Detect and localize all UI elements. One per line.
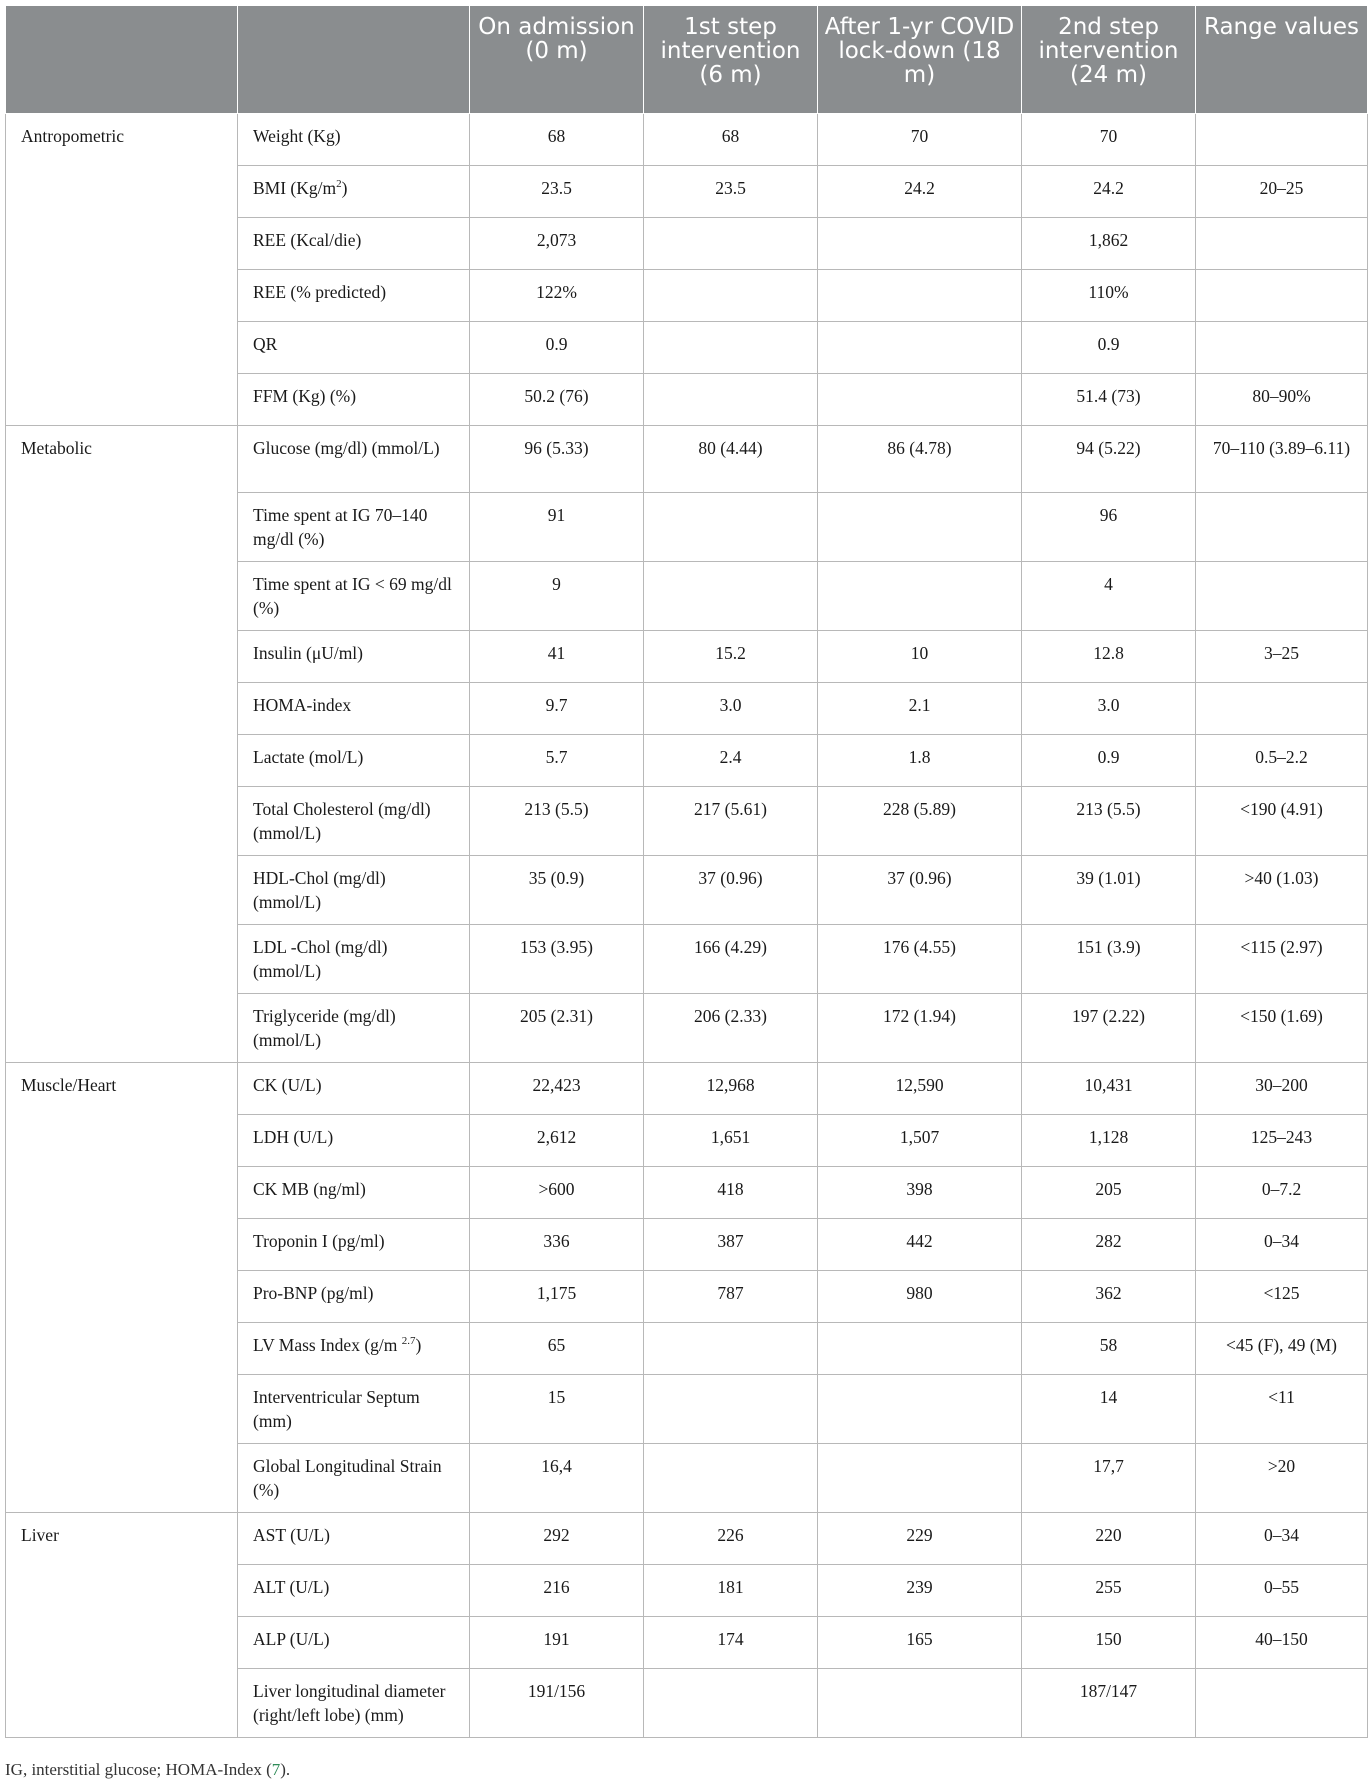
parameter-label-end: ) — [341, 178, 348, 198]
parameter-label: ALT (U/L) — [253, 1577, 330, 1597]
range-value-cell — [1196, 1669, 1368, 1738]
value-0m-cell: 5.7 — [470, 735, 644, 787]
value-18m-cell: 86 (4.78) — [818, 426, 1022, 493]
value-6m-cell — [644, 1444, 818, 1513]
value-6m-cell — [644, 562, 818, 631]
range-value-cell: 20–25 — [1196, 166, 1368, 218]
range-value-cell: >40 (1.03) — [1196, 856, 1368, 925]
parameter-cell — [238, 1444, 470, 1513]
value-6m-cell: 387 — [644, 1219, 818, 1271]
parameter-cell — [238, 1375, 470, 1444]
table-container — [5, 5, 1367, 1738]
parameter-label: Triglyceride (mg/dl) (mmol/L) — [253, 1006, 396, 1050]
value-0m-cell: 292 — [470, 1513, 644, 1565]
table-body — [6, 114, 1368, 1738]
value-0m-cell: 35 (0.9) — [470, 856, 644, 925]
value-6m-cell — [644, 1323, 818, 1375]
value-0m-cell: 191 — [470, 1617, 644, 1669]
parameter-cell — [238, 426, 470, 493]
value-18m-cell — [818, 218, 1022, 270]
value-6m-cell: 15.2 — [644, 631, 818, 683]
value-18m-cell — [818, 1323, 1022, 1375]
value-24m-cell: 12.8 — [1022, 631, 1196, 683]
clinical-data-table — [5, 5, 1368, 1738]
value-18m-cell: 37 (0.96) — [818, 856, 1022, 925]
value-18m-cell: 442 — [818, 1219, 1022, 1271]
value-0m-cell: 122% — [470, 270, 644, 322]
range-value-cell: 0–55 — [1196, 1565, 1368, 1617]
parameter-label: CK MB (ng/ml) — [253, 1179, 366, 1199]
header-range-values: Range values — [1196, 6, 1368, 114]
parameter-label: Time spent at IG < 69 mg/dl (%) — [253, 574, 452, 618]
value-18m-cell — [818, 270, 1022, 322]
header-category — [6, 6, 238, 114]
value-6m-cell: 206 (2.33) — [644, 994, 818, 1063]
value-18m-cell — [818, 562, 1022, 631]
parameter-label: Glucose (mg/dl) (mmol/L) — [253, 438, 440, 458]
range-value-cell: 0.5–2.2 — [1196, 735, 1368, 787]
value-24m-cell: 4 — [1022, 562, 1196, 631]
parameter-label: Weight (Kg) — [253, 126, 341, 146]
value-6m-cell: 181 — [644, 1565, 818, 1617]
value-6m-cell: 418 — [644, 1167, 818, 1219]
value-18m-cell — [818, 374, 1022, 426]
value-18m-cell: 172 (1.94) — [818, 994, 1022, 1063]
value-18m-cell — [818, 1444, 1022, 1513]
range-value-cell: 3–25 — [1196, 631, 1368, 683]
value-24m-cell: 0.9 — [1022, 735, 1196, 787]
category-cell: Metabolic — [6, 426, 238, 1063]
parameter-cell — [238, 114, 470, 166]
category-cell: Muscle/Heart — [6, 1063, 238, 1513]
value-24m-cell: 282 — [1022, 1219, 1196, 1271]
parameter-superscript: 2 — [336, 178, 342, 191]
value-24m-cell: 96 — [1022, 493, 1196, 562]
parameter-cell — [238, 1063, 470, 1115]
footnote-text-end: ). — [280, 1760, 291, 1779]
value-6m-cell — [644, 1669, 818, 1738]
parameter-cell — [238, 1669, 470, 1738]
parameter-cell — [238, 1115, 470, 1167]
value-0m-cell: 213 (5.5) — [470, 787, 644, 856]
value-6m-cell: 1,651 — [644, 1115, 818, 1167]
parameter-cell — [238, 322, 470, 374]
value-24m-cell: 10,431 — [1022, 1063, 1196, 1115]
parameter-label: Global Longitudinal Strain (%) — [253, 1456, 442, 1500]
value-18m-cell: 70 — [818, 114, 1022, 166]
footnote-text: IG, interstitial glucose; HOMA-Index ( — [5, 1760, 272, 1779]
range-value-cell: <150 (1.69) — [1196, 994, 1368, 1063]
parameter-cell — [238, 1219, 470, 1271]
parameter-label: HDL-Chol (mg/dl) (mmol/L) — [253, 868, 386, 912]
value-18m-cell: 229 — [818, 1513, 1022, 1565]
range-value-cell — [1196, 322, 1368, 374]
parameter-label: Time spent at IG 70–140 mg/dl (%) — [253, 505, 428, 549]
value-24m-cell: 94 (5.22) — [1022, 426, 1196, 493]
parameter-cell — [238, 166, 470, 218]
value-24m-cell: 0.9 — [1022, 322, 1196, 374]
value-6m-cell: 37 (0.96) — [644, 856, 818, 925]
parameter-superscript: 2.7 — [401, 1335, 416, 1348]
range-value-cell: >20 — [1196, 1444, 1368, 1513]
range-value-cell: 40–150 — [1196, 1617, 1368, 1669]
value-24m-cell: 1,862 — [1022, 218, 1196, 270]
value-24m-cell: 197 (2.22) — [1022, 994, 1196, 1063]
value-24m-cell: 213 (5.5) — [1022, 787, 1196, 856]
parameter-cell — [238, 374, 470, 426]
header-first-step: 1st step intervention (6 m) — [644, 6, 818, 114]
value-0m-cell: 336 — [470, 1219, 644, 1271]
parameter-label: REE (Kcal/die) — [253, 230, 362, 250]
parameter-cell — [238, 856, 470, 925]
value-18m-cell: 12,590 — [818, 1063, 1022, 1115]
value-0m-cell: 65 — [470, 1323, 644, 1375]
value-24m-cell: 24.2 — [1022, 166, 1196, 218]
parameter-label: CK (U/L) — [253, 1075, 322, 1095]
value-18m-cell — [818, 1669, 1022, 1738]
value-0m-cell: >600 — [470, 1167, 644, 1219]
value-24m-cell: 362 — [1022, 1271, 1196, 1323]
header-on-admission: On admission (0 m) — [470, 6, 644, 114]
value-0m-cell: 9.7 — [470, 683, 644, 735]
value-6m-cell: 23.5 — [644, 166, 818, 218]
range-value-cell: 0–7.2 — [1196, 1167, 1368, 1219]
parameter-label: Lactate (mol/L) — [253, 747, 364, 767]
value-18m-cell: 398 — [818, 1167, 1022, 1219]
value-0m-cell: 216 — [470, 1565, 644, 1617]
parameter-label: HOMA-index — [253, 695, 352, 715]
value-18m-cell — [818, 1375, 1022, 1444]
parameter-cell — [238, 787, 470, 856]
value-0m-cell: 2,073 — [470, 218, 644, 270]
value-6m-cell: 787 — [644, 1271, 818, 1323]
value-18m-cell: 165 — [818, 1617, 1022, 1669]
category-cell: Antropometric — [6, 114, 238, 426]
range-value-cell: <190 (4.91) — [1196, 787, 1368, 856]
parameter-label: Interventricular Septum (mm) — [253, 1387, 420, 1431]
value-24m-cell: 39 (1.01) — [1022, 856, 1196, 925]
value-24m-cell: 151 (3.9) — [1022, 925, 1196, 994]
parameter-cell — [238, 735, 470, 787]
range-value-cell: 0–34 — [1196, 1219, 1368, 1271]
value-18m-cell: 980 — [818, 1271, 1022, 1323]
value-6m-cell — [644, 270, 818, 322]
value-18m-cell: 10 — [818, 631, 1022, 683]
value-6m-cell — [644, 1375, 818, 1444]
value-6m-cell — [644, 218, 818, 270]
parameter-cell — [238, 218, 470, 270]
table-row — [6, 1063, 1368, 1115]
value-24m-cell: 58 — [1022, 1323, 1196, 1375]
value-0m-cell: 2,612 — [470, 1115, 644, 1167]
parameter-label: FFM (Kg) (%) — [253, 386, 357, 406]
value-0m-cell: 50.2 (76) — [470, 374, 644, 426]
value-6m-cell — [644, 374, 818, 426]
range-value-cell — [1196, 114, 1368, 166]
value-18m-cell: 228 (5.89) — [818, 787, 1022, 856]
parameter-cell — [238, 1565, 470, 1617]
range-value-cell: <115 (2.97) — [1196, 925, 1368, 994]
parameter-label: Total Cholesterol (mg/dl) (mmol/L) — [253, 799, 431, 843]
value-6m-cell: 166 (4.29) — [644, 925, 818, 994]
table-row — [6, 426, 1368, 493]
parameter-cell — [238, 994, 470, 1063]
value-6m-cell: 226 — [644, 1513, 818, 1565]
value-24m-cell: 51.4 (73) — [1022, 374, 1196, 426]
value-18m-cell: 1.8 — [818, 735, 1022, 787]
header-after-lockdown: After 1-yr COVID lock-down (18 m) — [818, 6, 1022, 114]
parameter-cell — [238, 683, 470, 735]
table-footnote — [5, 1760, 290, 1780]
value-0m-cell: 96 (5.33) — [470, 426, 644, 493]
value-0m-cell: 0.9 — [470, 322, 644, 374]
parameter-cell — [238, 925, 470, 994]
value-24m-cell: 3.0 — [1022, 683, 1196, 735]
value-6m-cell: 12,968 — [644, 1063, 818, 1115]
range-value-cell — [1196, 683, 1368, 735]
range-value-cell: <11 — [1196, 1375, 1368, 1444]
value-18m-cell — [818, 322, 1022, 374]
value-18m-cell — [818, 493, 1022, 562]
value-6m-cell — [644, 493, 818, 562]
range-value-cell: <125 — [1196, 1271, 1368, 1323]
parameter-cell — [238, 1271, 470, 1323]
value-18m-cell: 239 — [818, 1565, 1022, 1617]
value-24m-cell: 187/147 — [1022, 1669, 1196, 1738]
parameter-cell — [238, 1513, 470, 1565]
parameter-label: BMI (Kg/m — [253, 178, 337, 198]
parameter-label: LDH (U/L) — [253, 1127, 334, 1147]
value-0m-cell: 1,175 — [470, 1271, 644, 1323]
value-6m-cell: 217 (5.61) — [644, 787, 818, 856]
value-0m-cell: 22,423 — [470, 1063, 644, 1115]
value-6m-cell: 3.0 — [644, 683, 818, 735]
value-6m-cell: 2.4 — [644, 735, 818, 787]
range-value-cell — [1196, 493, 1368, 562]
parameter-label: AST (U/L) — [253, 1525, 330, 1545]
value-0m-cell: 91 — [470, 493, 644, 562]
parameter-label: LDL -Chol (mg/dl) (mmol/L) — [253, 937, 388, 981]
parameter-cell — [238, 1323, 470, 1375]
range-value-cell: 70–110 (3.89–6.11) — [1196, 426, 1368, 493]
value-24m-cell: 255 — [1022, 1565, 1196, 1617]
parameter-label: Liver longitudinal diameter (right/left lobe) (mm) — [253, 1681, 446, 1725]
value-6m-cell: 80 (4.44) — [644, 426, 818, 493]
value-0m-cell: 15 — [470, 1375, 644, 1444]
parameter-cell — [238, 1617, 470, 1669]
parameter-label-end: ) — [415, 1335, 422, 1355]
value-6m-cell: 68 — [644, 114, 818, 166]
value-0m-cell: 41 — [470, 631, 644, 683]
parameter-cell — [238, 270, 470, 322]
value-18m-cell: 24.2 — [818, 166, 1022, 218]
parameter-cell — [238, 1167, 470, 1219]
value-0m-cell: 153 (3.95) — [470, 925, 644, 994]
value-18m-cell: 1,507 — [818, 1115, 1022, 1167]
value-6m-cell — [644, 322, 818, 374]
header-parameter — [238, 6, 470, 114]
value-24m-cell: 17,7 — [1022, 1444, 1196, 1513]
range-value-cell: 0–34 — [1196, 1513, 1368, 1565]
header-row — [6, 6, 1368, 114]
value-24m-cell: 70 — [1022, 114, 1196, 166]
parameter-label: Pro-BNP (pg/ml) — [253, 1283, 374, 1303]
parameter-label: Insulin (μU/ml) — [253, 643, 363, 663]
value-18m-cell: 2.1 — [818, 683, 1022, 735]
range-value-cell: 80–90% — [1196, 374, 1368, 426]
value-0m-cell: 16,4 — [470, 1444, 644, 1513]
footnote-reference-link[interactable]: 7 — [271, 1760, 281, 1779]
table-row — [6, 1513, 1368, 1565]
range-value-cell — [1196, 562, 1368, 631]
parameter-cell — [238, 562, 470, 631]
range-value-cell: 30–200 — [1196, 1063, 1368, 1115]
value-24m-cell: 14 — [1022, 1375, 1196, 1444]
parameter-label: ALP (U/L) — [253, 1629, 330, 1649]
table-row — [6, 114, 1368, 166]
parameter-cell — [238, 493, 470, 562]
parameter-label: QR — [253, 334, 278, 354]
parameter-label: REE (% predicted) — [253, 282, 387, 302]
header-second-step: 2nd step intervention (24 m) — [1022, 6, 1196, 114]
value-0m-cell: 23.5 — [470, 166, 644, 218]
value-0m-cell: 205 (2.31) — [470, 994, 644, 1063]
value-24m-cell: 1,128 — [1022, 1115, 1196, 1167]
range-value-cell: 125–243 — [1196, 1115, 1368, 1167]
value-0m-cell: 68 — [470, 114, 644, 166]
value-6m-cell: 174 — [644, 1617, 818, 1669]
parameter-label: LV Mass Index (g/m — [253, 1335, 402, 1355]
value-0m-cell: 191/156 — [470, 1669, 644, 1738]
parameter-cell — [238, 631, 470, 683]
value-18m-cell: 176 (4.55) — [818, 925, 1022, 994]
value-24m-cell: 220 — [1022, 1513, 1196, 1565]
parameter-label: Troponin I (pg/ml) — [253, 1231, 385, 1251]
value-24m-cell: 205 — [1022, 1167, 1196, 1219]
range-value-cell — [1196, 218, 1368, 270]
category-cell: Liver — [6, 1513, 238, 1738]
range-value-cell — [1196, 270, 1368, 322]
value-0m-cell: 9 — [470, 562, 644, 631]
range-value-cell: <45 (F), 49 (M) — [1196, 1323, 1368, 1375]
value-24m-cell: 150 — [1022, 1617, 1196, 1669]
value-24m-cell: 110% — [1022, 270, 1196, 322]
